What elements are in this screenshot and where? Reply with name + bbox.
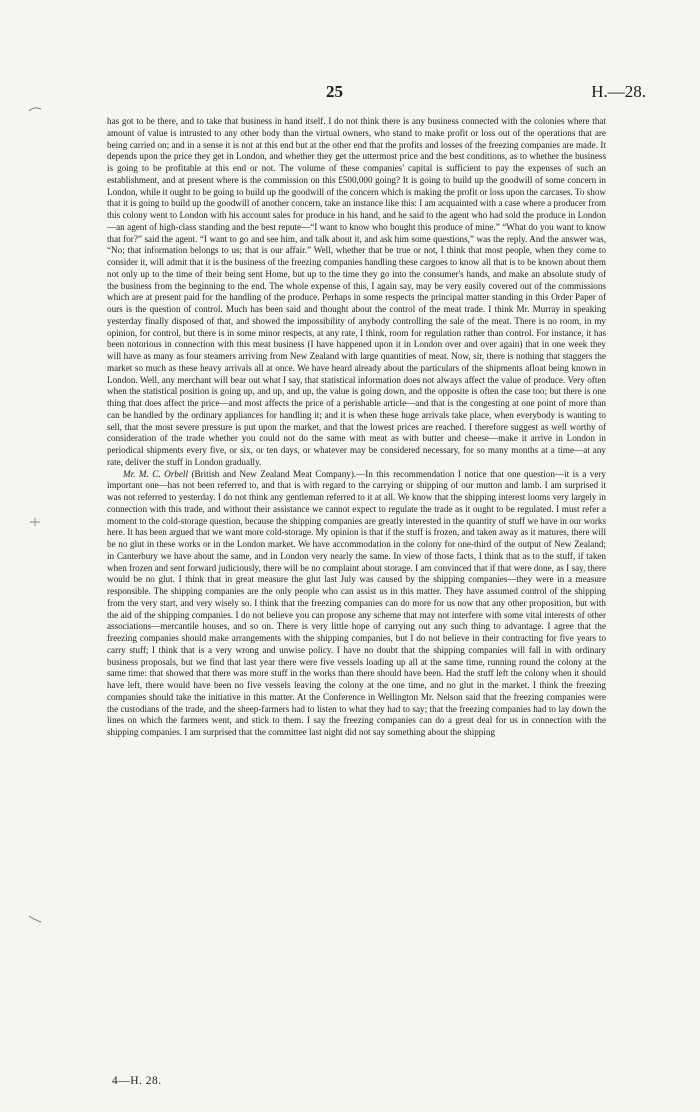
margin-pencil-mark bbox=[28, 914, 42, 924]
paragraph-text: (British and New Zealand Meat Company).—In this recommendation I notice that one question—it is a very important one—has not been referred to, and that is with regard to the carrying or shipping of our mutton and lamb. I am surprised it was not referred to yesterday. I do not think any gentleman referred to it at all. We know that the shipping interest looms very largely in connection with this trade, and without their assistance we cannot expect to regulate the trade as it ought to be regulated. I must refer a moment to the cold-storage question, because the shipping companies are greatly interested in the quantity of stuff we have in our works here. It has been argued that we want more cold-storage. My opinion is that if the stuff is frozen, and taken away as it matures, there will be no glut in these works or in the London market. We have accommodation in the colony for one-third of the output of New Zealand; in Canterbury we have about the same, and in London very nearly the same. In view of those facts, I think that as to the stuff, if taken when frozen and sent forward judiciously, there will be no complaint about storage. I am convinced that if that were done, as I say, there would be no glut. I think that in great measure the glut last July was caused by the shipping companies—they were in a measure responsible. The shipping companies are the only people who can assist us in this matter. They have assumed control of the shipping from the very start, and very wisely so. I think that the freezing companies can do more for us now that any other proposition, but with the aid of the shipping companies. I do not believe you can propose any scheme that may not interfere with some vital interests of other associations—mercantile houses, and so on. There is very little hope of carrying out any such thing to advantage. I agree that the freezing companies should make arrangements with the shipping companies, but I do not believe in their contracting for five years to carry stuff; I think that is a very wrong and unwise policy. I have no doubt that the shipping companies will fall in with ordinary business proposals, but we find that last year there were five vessels loading up all at the same time, running round the colony at the same time: that showed that there was more stuff in the works than there should have been. Had the stuff left the colony when it should have left, there would have been no five vessels leaving the colony at the one time, and no glut in the market. I think the freezing companies should take the initiative in this matter. At the Conference in Wellington Mr. Nelson said that the freezing companies were the custodians of the trade, and the sheep-farmers had to listen to what they had to say; that the freezing companies had to lay down the lines on which the farmers went, and stick to them. I say the freezing companies can do a great deal for us in connection with the shipping companies. I am surprised that the committee last night did not say something about the shipping bbox=[107, 468, 606, 737]
signature-mark: 4—H. 28. bbox=[112, 1075, 162, 1087]
speaker-name: Mr. M. C. Orbell bbox=[123, 468, 188, 479]
document-reference: H.—28. bbox=[591, 82, 646, 101]
page-header bbox=[0, 82, 700, 106]
paragraph: has got to be there, and to take that business in hand itself. I do not think there is any business connected with the colonies where that amount of value is intrusted to any other body than the virtual owners, who stand to make profit or loss out of the operations that are being carried on; and in a sense it is not at this end but at the other end that the profits and losses of the freezing companies are made. It depends upon the price they get in London, and whether they get the uttermost price and the best conditions, as to whether the business is going to be profitable at this end or not. The volume of these companies' capital is sufficient to pay the expenses of such an establishment, and at present where is the commission on this £500,000 going? It is going to build up the goodwill of some concern in London, while it ought to be going to build up the goodwill of the concern which is making the profit or loss upon the carcases. To show that it is going to build up the goodwill of another concern, take an instance like this: I am acquainted with a case where a producer from this colony went to London with his account sales for produce in his hand, and he said to the agent who had sold the produce in London—an agent of high-class standing and the best repute—“I want to know who bought this produce of mine.” “What do you want to know that for?” said the agent. “I want to go and see him, and talk about it, and ask him some questions,” was the reply. And the answer was, “No; that information belongs to us; that is our affair.” Well, whether that be true or not, I think that most people, when they come to consider it, will admit that it is the business of the freezing companies handling these cargoes to know all that is to be known about them not only up to the time of their being sent Home, but up to the time they go into the consumer's hands, and make an absolute study of the business from the beginning to the end. The whole expense of this, I again say, may be very easily covered out of the commissions which are at present paid for the handling of the produce. Perhaps in some respects the principal matter standing in this Order Paper of ours is the question of control. Much has been said and thought about the control of the meat trade. I think Mr. Murray in speaking yesterday finally disposed of that, and showed the impossibility of anybody controlling the sale of the meat. There is no room, in my opinion, for control, but there is in some minor respects, at any rate, I think, room for regulation rather than control. For instance, it has been notorious in connection with this meat business (I have happened upon it in London over and over again) that in one week they will have as many as four steamers arriving from New Zealand with large quantities of meat. Now, sir, there is nothing that staggers the market so much as these heavy arrivals all at once. We have heard already about the particulars of the shipments afloat being known in London. Well, any merchant will bear out what I say, that statistical information does not always affect the value of produce. Very often when the statistical position is going up, and up, and up, the value is going down, and the opposite is often the case too; but there is one thing that does affect the price—and most affects the price of a perishable article—and that is the congesting at one point of more than can be handled by the ordinary appliances for handling it; and it is when these huge arrivals take place, when everybody is wanting to sell, that the most severe pressure is put upon the market, and that the lowest prices are reached. I therefore suggest as well worthy of consideration of the trade whether you could not do the same with meat as with butter and cheese—make it arrive in London in periodical shipments every five, or six, or ten days, or whatever may be considered necessary, for so many months at a time—at any rate, deliver the stuff in London gradually. bbox=[107, 116, 606, 467]
body-text bbox=[107, 116, 606, 739]
margin-pencil-mark bbox=[28, 104, 42, 114]
margin-pencil-mark bbox=[28, 517, 42, 527]
page-number: 25 bbox=[326, 82, 343, 101]
paragraph bbox=[107, 469, 606, 739]
